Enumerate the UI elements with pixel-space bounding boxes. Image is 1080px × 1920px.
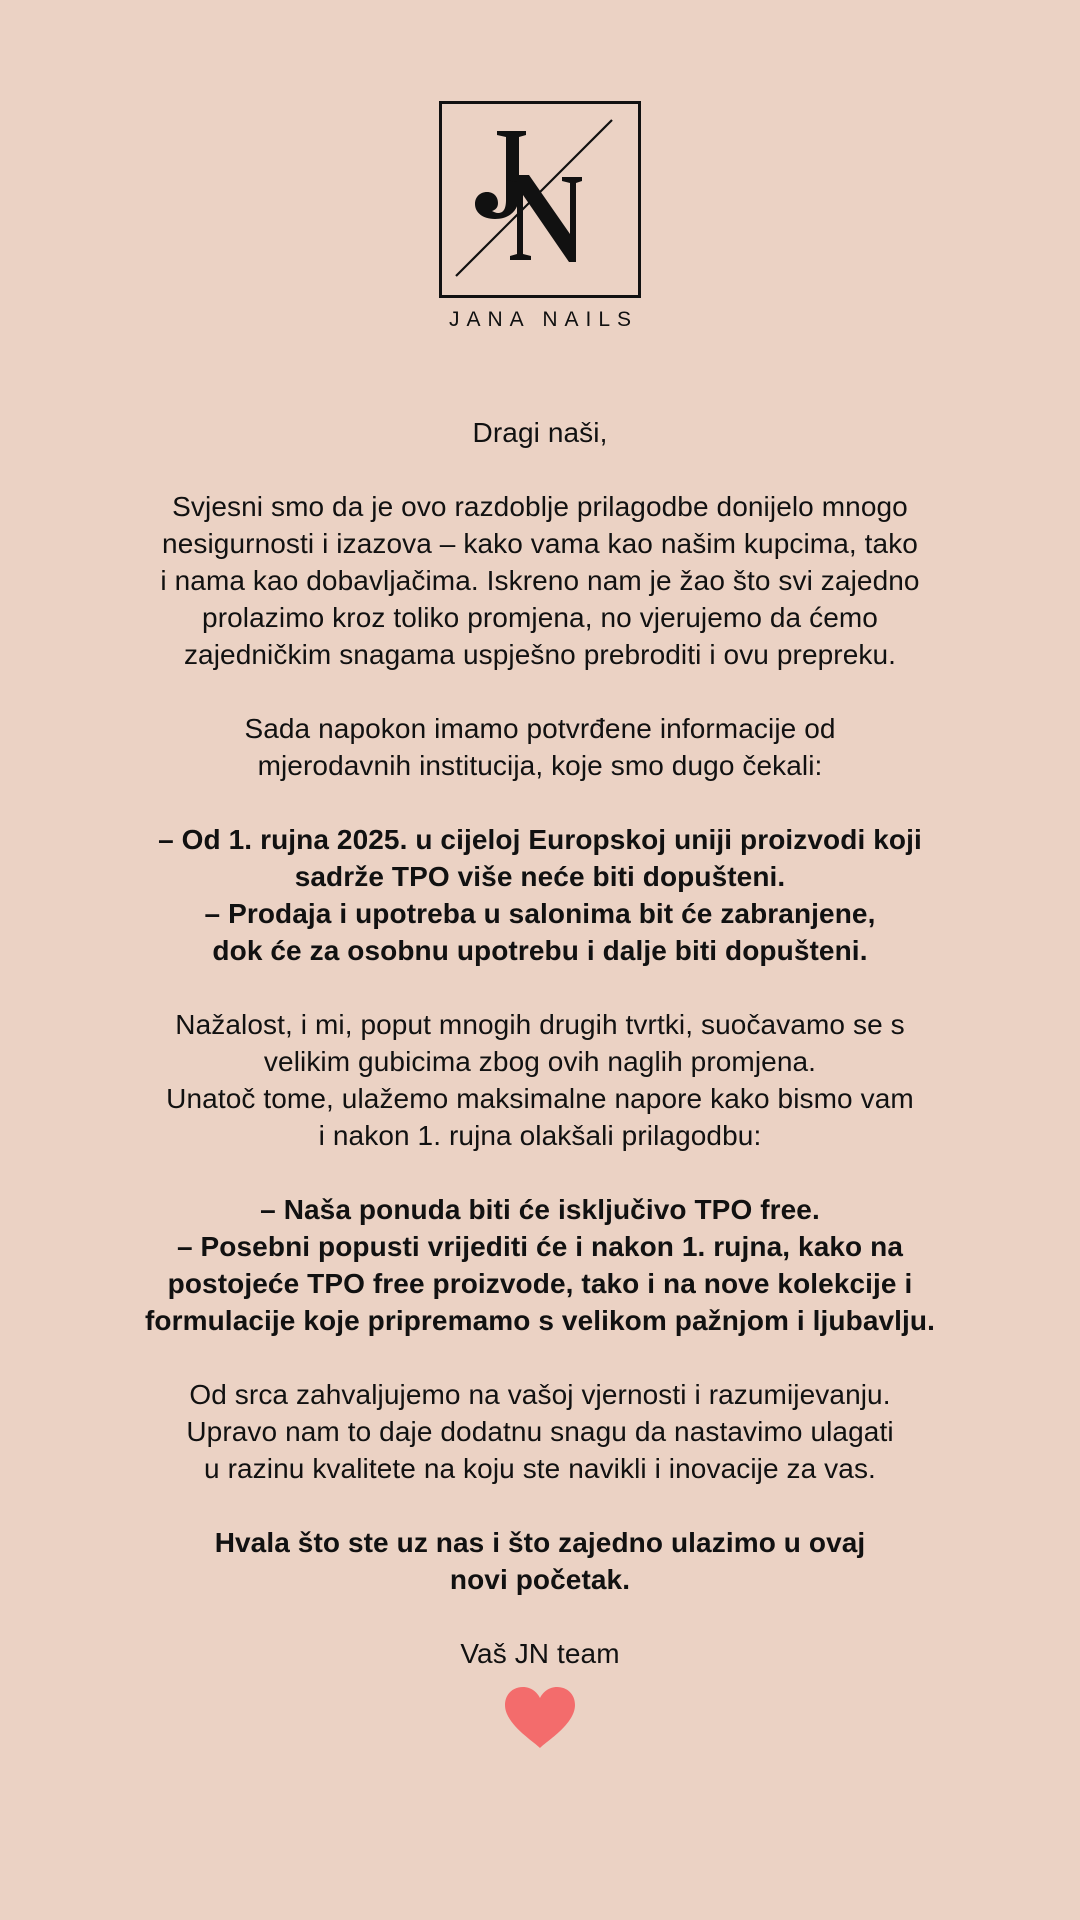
paragraph-info — [60, 710, 1020, 784]
regulation-bullets — [60, 821, 1020, 969]
text-line: Unatoč tome, ulažemo maksimalne napore kako bismo vam — [166, 1083, 914, 1114]
bullet-line: dok će za osobnu upotrebu i dalje biti dopušteni. — [212, 935, 868, 966]
closing-statement — [60, 1524, 1020, 1598]
text-line: nesigurnosti i izazova – kako vama kao našim kupcima, tako — [162, 528, 918, 559]
text-line: mjerodavnih institucija, koje smo dugo čekali: — [257, 750, 823, 781]
text-line: i nama kao dobavljačima. Iskreno nam je žao što svi zajedno — [160, 565, 920, 596]
bullet-line: – Prodaja i upotreba u salonima bit će zabranjene, — [204, 898, 876, 929]
paragraph-efforts — [60, 1006, 1020, 1154]
text-line: Nažalost, i mi, poput mnogih drugih tvrtki, suočavamo se s — [175, 1009, 905, 1040]
text-line: Hvala što ste uz nas i što zajedno ulazimo u ovaj — [214, 1527, 866, 1558]
brand-name: JANA NAILS — [448, 308, 639, 331]
text-line: Upravo nam to daje dodatnu snagu da nastavimo ulagati — [186, 1416, 894, 1447]
paragraph-intro — [60, 488, 1020, 673]
letter-body — [60, 414, 1020, 1672]
text-line: Sada napokon imamo potvrđene informacije od — [244, 713, 836, 744]
brand-logo — [439, 101, 641, 298]
text-line: i nakon 1. rujna olakšali prilagodbu: — [318, 1120, 762, 1151]
text-line: zajedničkim snagama uspješno prebroditi i ovu prepreku. — [183, 639, 897, 670]
heart-icon — [503, 1686, 577, 1750]
text-line: u razinu kvalitete na koju ste navikli i inovacije za vas. — [204, 1453, 876, 1484]
jn-monogram-icon — [442, 104, 638, 295]
bullet-line: – Posebni popusti vrijediti će i nakon 1. rujna, kako na — [176, 1231, 903, 1262]
signature: Vaš JN team — [460, 1638, 620, 1669]
text-line: Od srca zahvaljujemo na vašoj vjernosti i razumijevanju. — [189, 1379, 891, 1410]
text-line: novi početak. — [449, 1564, 631, 1595]
bullet-line: – Od 1. rujna 2025. u cijeloj Europskoj uniji proizvodi koji — [158, 824, 922, 855]
bullet-line: formulacije koje pripremamo s velikom pažnjom i ljubavlju. — [144, 1305, 936, 1336]
text-line: Svjesni smo da je ovo razdoblje prilagodbe donijelo mnogo — [172, 491, 908, 522]
greeting: Dragi naši, — [472, 417, 608, 448]
offer-bullets — [60, 1191, 1020, 1339]
text-line: velikim gubicima zbog ovih naglih promjena. — [263, 1046, 817, 1077]
bullet-line: sadrže TPO više neće biti dopušteni. — [294, 861, 786, 892]
text-line: prolazimo kroz toliko promjena, no vjerujemo da ćemo — [202, 602, 878, 633]
bullet-line: postojeće TPO free proizvode, tako i na nove kolekcije i — [167, 1268, 913, 1299]
paragraph-thanks — [60, 1376, 1020, 1487]
bullet-line: – Naša ponuda biti će isključivo TPO free. — [260, 1194, 820, 1225]
